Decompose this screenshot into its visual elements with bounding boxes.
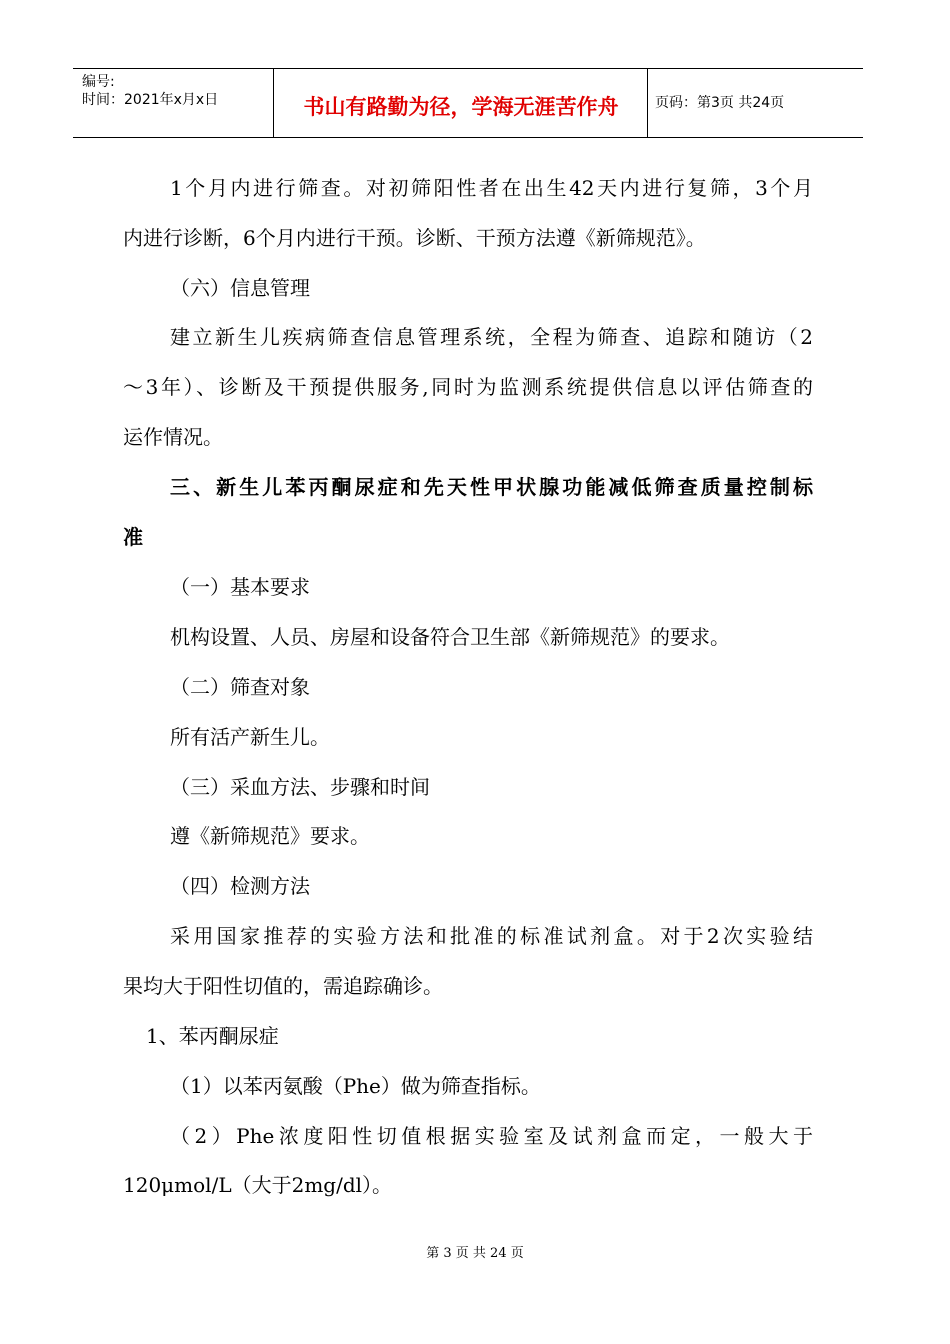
paragraph-line: ～3年）、诊断及干预提供服务,同时为监测系统提供信息以评估筛查的 (123, 375, 813, 399)
paragraph-line: 建立新生儿疾病筛查信息管理系统，全程为筛查、追踪和随访（2 (170, 325, 813, 349)
paragraph-line: 果均大于阳性切值的，需追踪确诊。 (123, 974, 443, 998)
paragraph-line: 内进行诊断，6个月内进行干预。诊断、干预方法遵《新筛规范》。 (123, 226, 706, 250)
list-subitem: （1）以苯丙氨酸（Phe）做为筛查指标。 (170, 1074, 541, 1098)
paragraph-line: 采用国家推荐的实验方法和批准的标准试剂盒。对于2次实验结 (170, 924, 813, 948)
page-header (73, 68, 863, 138)
subheading-basic-requirements: （一）基本要求 (170, 575, 310, 599)
list-subitem: （2）Phe浓度阳性切值根据实验室及试剂盒而定，一般大于 (170, 1124, 813, 1148)
section-heading: 三、新生儿苯丙酮尿症和先天性甲状腺功能减低筛查质量控制标 (170, 475, 813, 499)
document-date-label: 时间：2021年x月x日 (82, 92, 219, 108)
paragraph-line: 遵《新筛规范》要求。 (170, 824, 370, 848)
subheading-info-management: （六）信息管理 (170, 276, 310, 300)
paragraph-line: 运作情况。 (123, 425, 223, 449)
header-meta-cell (73, 69, 274, 137)
document-number-label: 编号: (82, 74, 115, 90)
header-motto-cell (274, 69, 648, 137)
header-page-cell (648, 69, 863, 137)
paragraph-line: 机构设置、人员、房屋和设备符合卫生部《新筛规范》的要求。 (170, 625, 730, 649)
list-item: 1、苯丙酮尿症 (146, 1024, 279, 1048)
paragraph-line: 1个月内进行筛查。对初筛阳性者在出生42天内进行复筛，3个月 (170, 176, 813, 200)
subheading-blood-sampling: （三）采血方法、步骤和时间 (170, 775, 430, 799)
header-motto: 书山有路勤为径，学海无涯苦作舟 (303, 95, 619, 119)
subheading-screening-subjects: （二）筛查对象 (170, 675, 310, 699)
page-footer: 第 3 页 共 24 页 (426, 1246, 524, 1261)
subheading-test-methods: （四）检测方法 (170, 874, 310, 898)
header-page-info: 页码：第3页 共24页 (655, 95, 785, 111)
paragraph-line: 所有活产新生儿。 (170, 725, 330, 749)
section-heading-continued: 准 (123, 525, 143, 549)
list-subitem-continued: 120μmol/L（大于2mg/dl）。 (123, 1173, 393, 1197)
